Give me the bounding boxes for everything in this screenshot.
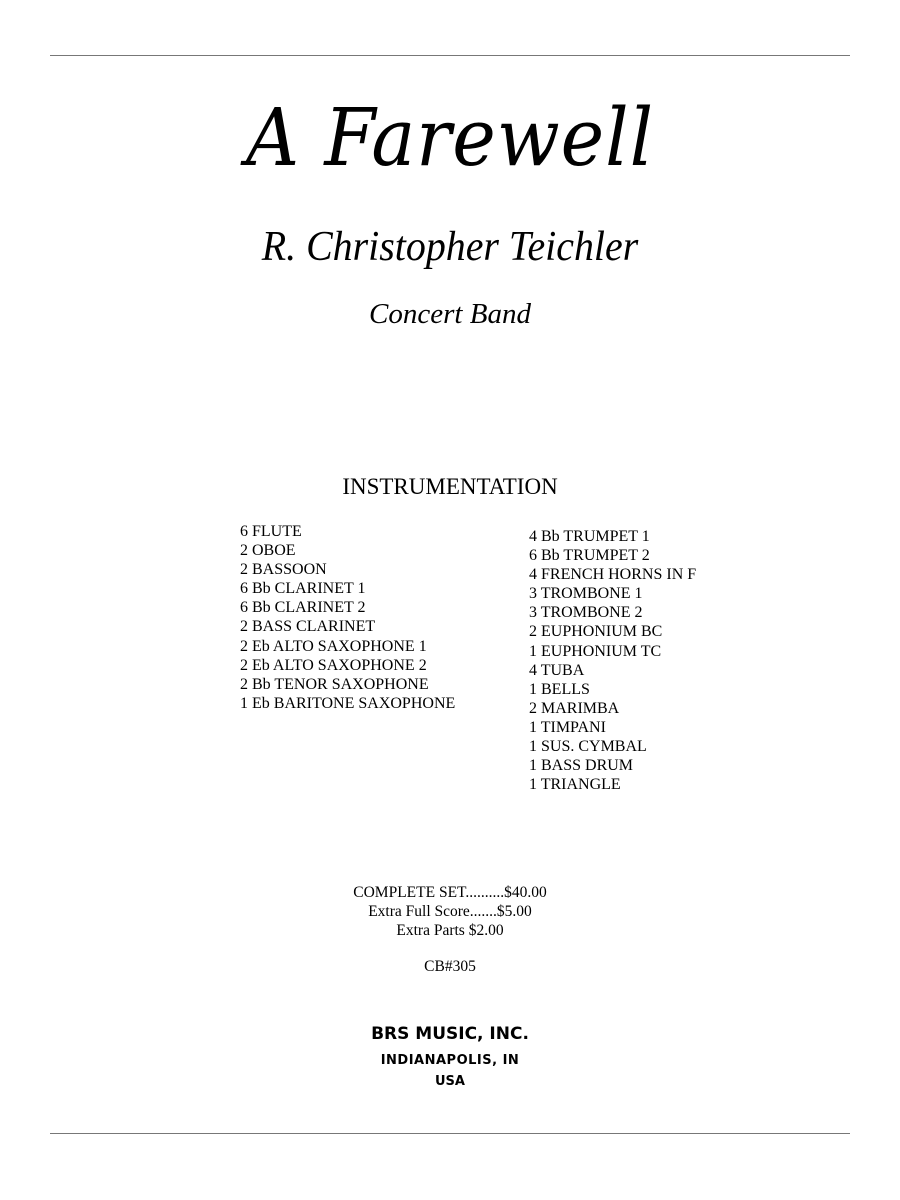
- piece-title: A Farewell: [245, 91, 655, 184]
- instrument-item: 2 BASS CLARINET: [240, 618, 376, 636]
- instrument-item: 1 TIMPANI: [529, 718, 606, 736]
- instrument-item: 6 FLUTE: [240, 523, 302, 540]
- instrument-item: 2 OBOE: [240, 542, 296, 560]
- top-divider: [50, 55, 850, 56]
- instrument-item: 2 Eb ALTO SAXOPHONE 2: [240, 656, 427, 674]
- instrumentation-left-column: [240, 522, 455, 713]
- ensemble-type: Concert Band: [369, 298, 531, 330]
- instrument-item: 2 Eb ALTO SAXOPHONE 1: [240, 637, 427, 655]
- instrument-item: 1 BELLS: [529, 680, 590, 698]
- bottom-divider: [50, 1133, 850, 1134]
- instrument-item: 4 Bb TRUMPET 1: [529, 528, 650, 545]
- instrument-item: 4 TUBA: [529, 661, 585, 679]
- instrument-item: 6 Bb CLARINET 1: [240, 580, 366, 598]
- price-extra-score: Extra Full Score.......$5.00: [368, 903, 532, 920]
- instrument-item: 3 TROMBONE 2: [529, 604, 643, 622]
- instrument-item: 3 TROMBONE 1: [529, 585, 643, 603]
- catalog-number: CB#305: [424, 958, 476, 975]
- publisher-city: INDIANAPOLIS, IN: [380, 1053, 520, 1068]
- instrument-item: 6 Bb CLARINET 2: [240, 599, 366, 617]
- price-extra-parts: Extra Parts $2.00: [396, 922, 504, 939]
- instrument-item: 1 TRIANGLE: [529, 776, 621, 794]
- publisher-name: BRS MUSIC, INC.: [371, 1024, 529, 1044]
- instrument-item: 2 MARIMBA: [529, 699, 620, 717]
- instrument-item: 1 Eb BARITONE SAXOPHONE: [240, 694, 456, 712]
- instrument-item: 1 EUPHONIUM TC: [529, 642, 662, 660]
- instrument-item: 2 BASSOON: [240, 561, 327, 579]
- composer-name: R. Christopher Teichler: [261, 224, 639, 270]
- instrument-item: 6 Bb TRUMPET 2: [529, 547, 650, 565]
- instrument-item: 2 EUPHONIUM BC: [529, 623, 663, 641]
- instrumentation-heading: INSTRUMENTATION: [342, 474, 558, 499]
- instrument-item: 4 FRENCH HORNS IN F: [529, 566, 697, 584]
- price-complete-set: COMPLETE SET..........$40.00: [353, 884, 547, 901]
- instrument-item: 1 SUS. CYMBAL: [529, 738, 647, 756]
- instrumentation-right-column: [529, 527, 696, 794]
- publisher-country: USA: [435, 1074, 465, 1089]
- instrument-item: 1 BASS DRUM: [529, 757, 634, 775]
- instrument-item: 2 Bb TENOR SAXOPHONE: [240, 675, 429, 693]
